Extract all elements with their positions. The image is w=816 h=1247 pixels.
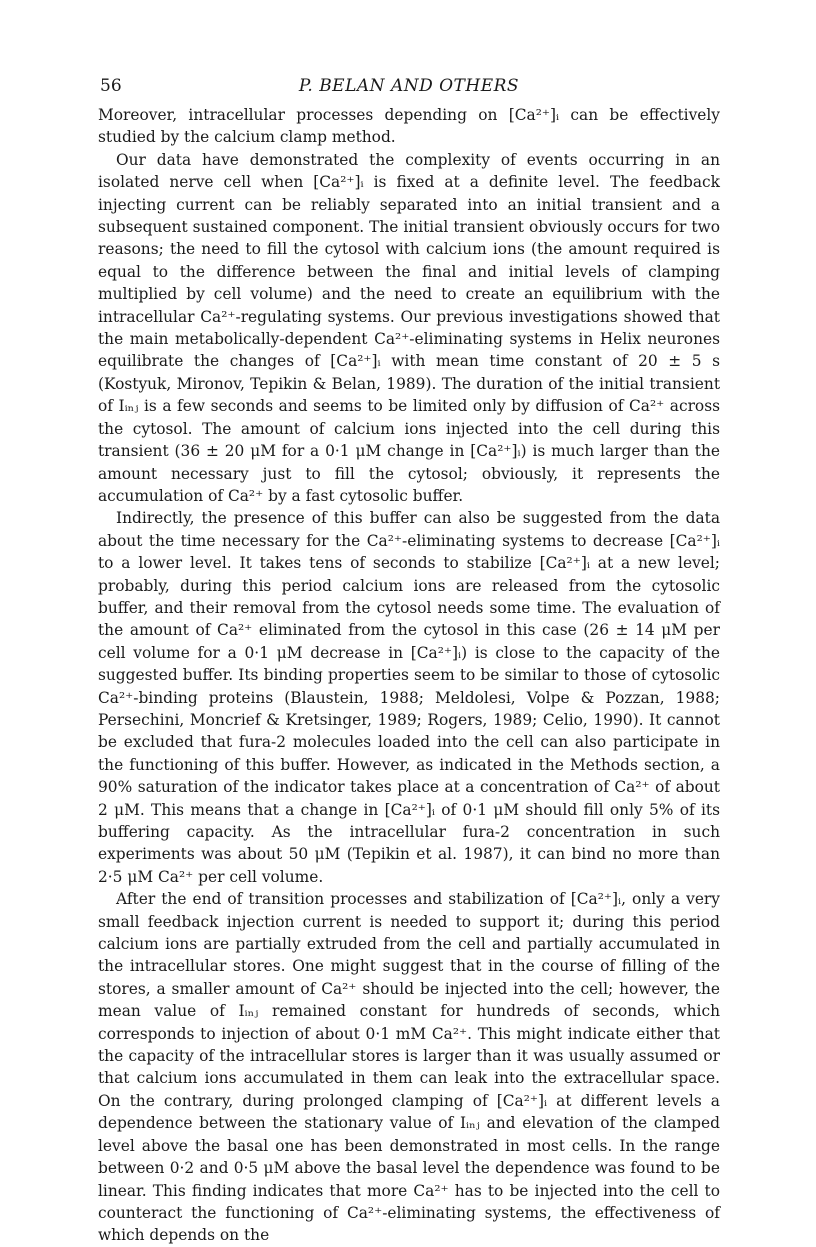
paragraph-4: After the end of transition processes and stabilization of [Ca²⁺]ᵢ, only a very small feedback injection current is needed to support it; during this period calcium ions are partially extruded from the cell and partially accumulated in the intracellular stores. One might suggest that in the course of filling of the stores, a smaller amount of Ca²⁺ should be injected into the cell; however, the mean value of Iᵢₙⱼ remained constant for hundreds of seconds, which corresponds to injection of about 0·1 mM Ca²⁺. This might indicate either that the capacity of the intracellular stores is larger than it was usually assumed or that calcium ions accumulated in them can leak into the extracellular space. On the contrary, during prolonged clamping of [Ca²⁺]ᵢ at different levels a dependence between the stationary value of Iᵢₙⱼ and elevation of the clamped level above the basal one has been demonstrated in most cells. In the range between 0·2 and 0·5 μM above the basal level the dependence was found to be linear. This finding indicates that more Ca²⁺ has to be injected into the cell to counteract the functioning of Ca²⁺-eliminating systems, the effectiveness of which depends on the [98,890,720,1245]
paragraph-1: Moreover, intracellular processes depending on [Ca²⁺]ᵢ can be effectively studied by the calcium clamp method. [98,106,720,147]
page-header [98,76,720,104]
page-number: 56 [100,76,122,96]
paragraph-2: Our data have demonstrated the complexity of events occurring in an isolated nerve cell when [Ca²⁺]ᵢ is fixed at a definite level. The feedback injecting current can be reliably separated into an initial transient and a subsequent sustained component. The initial transient obviously occurs for two reasons; the need to fill the cytosol with calcium ions (the amount required is equal to the difference between the final and initial levels of clamping multiplied by cell volume) and the need to create an equilibrium with the intracellular Ca²⁺-regulating systems. Our previous investigations showed that the main metabolically-dependent Ca²⁺-eliminating systems in Helix neurones equilibrate the changes of [Ca²⁺]ᵢ with mean time constant of 20 ± 5 s (Kostyuk, Mironov, Tepikin & Belan, 1989). The duration of the initial transient of Iᵢₙⱼ is a few seconds and seems to be limited only by diffusion of Ca²⁺ across the cytosol. The amount of calcium ions injected into the cell during this transient (36 ± 20 μM for a 0·1 μM change in [Ca²⁺]ᵢ) is much larger than the amount necessary just to fill the cytosol; obviously, it represents the accumulation of Ca²⁺ by a fast cytosolic buffer. [98,150,720,505]
running-head: P. BELAN AND OTHERS [298,76,520,96]
paragraph-3: Indirectly, the presence of this buffer can also be suggested from the data about the time necessary for the Ca²⁺-eliminating systems to decrease [Ca²⁺]ᵢ to a lower level. It takes tens of seconds to stabilize [Ca²⁺]ᵢ at a new level; probably, during this period calcium ions are released from the cytosolic buffer, and their removal from the cytosol needs some time. The evaluation of the amount of Ca²⁺ eliminated from the cytosol in this case (26 ± 14 μM per cell volume for a 0·1 μM decrease in [Ca²⁺]ᵢ) is close to the capacity of the suggested buffer. Its binding properties seem to be similar to those of cytosolic Ca²⁺-binding proteins (Blaustein, 1988; Meldolesi, Volpe & Pozzan, 1988; Persechini, Moncrief & Kretsinger, 1989; Rogers, 1989; Celio, 1990). It cannot be excluded that fura-2 molecules loaded into the cell can also participate in the functioning of this buffer. However, as indicated in the Methods section, a 90% saturation of the indicator takes place at a concentration of Ca²⁺ of about 2 μM. This means that a change in [Ca²⁺]ᵢ of 0·1 μM should fill only 5% of its buffering capacity. As the intracellular fura-2 concentration in such experiments was about 50 μM (Tepikin et al. 1987), it can bind no more than 2·5 μM Ca²⁺ per cell volume. [98,509,720,886]
journal-page [98,76,720,1247]
body-text [98,104,720,1247]
